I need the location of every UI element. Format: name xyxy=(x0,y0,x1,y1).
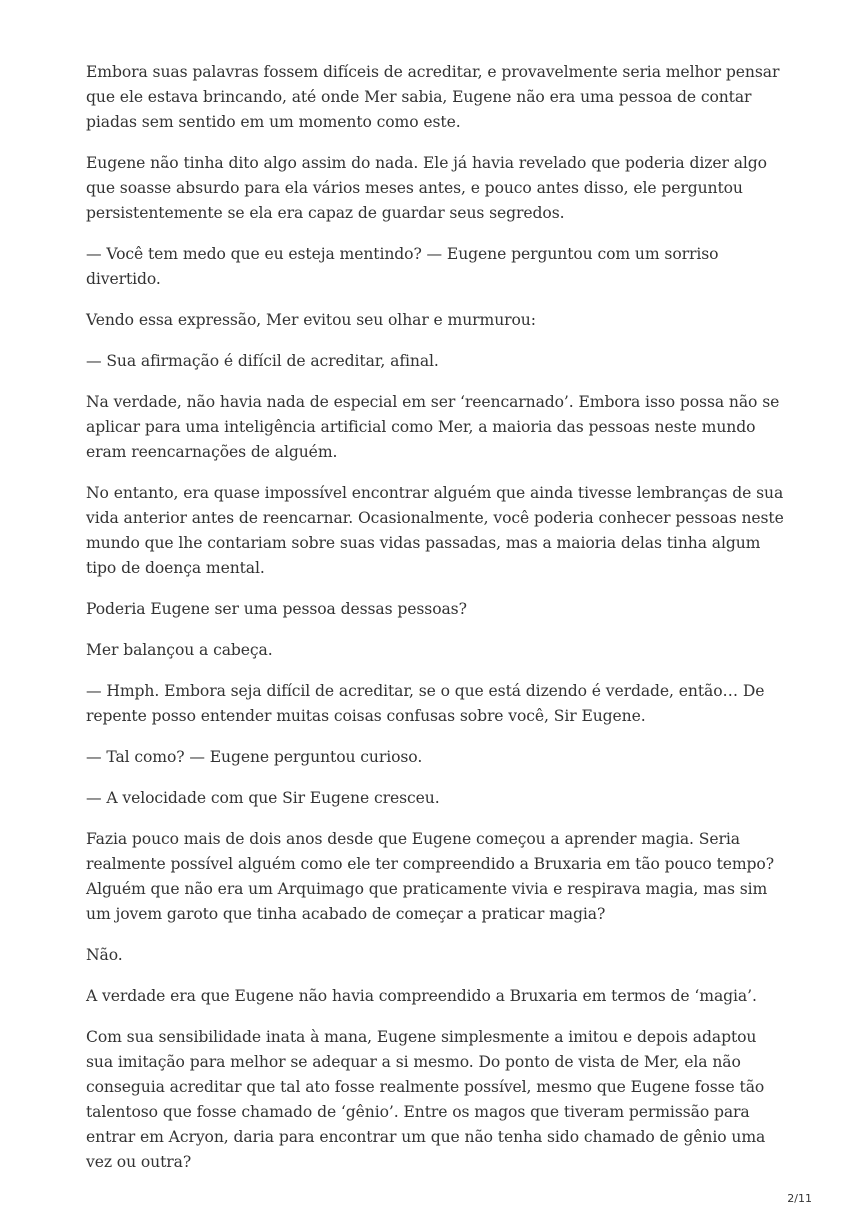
paragraph-3: — Você tem medo que eu esteja mentindo? — Eugene perguntou com um sorriso divertido. xyxy=(86,245,719,288)
paragraph-9: Mer balançou a cabeça. xyxy=(86,641,273,659)
paragraph-8: Poderia Eugene ser uma pessoa dessas pessoas? xyxy=(86,600,467,618)
paragraph-5: — Sua afirmação é difícil de acreditar, afinal. xyxy=(86,352,439,370)
paragraph-2: Eugene não tinha dito algo assim do nada. Ele já havia revelado que poderia dizer algo que soasse absurdo para ela vários meses antes, e pouco antes disso, ele perguntou persistentemente se ela era capaz de guardar seus segredos. xyxy=(86,154,767,222)
paragraph-12: — A velocidade com que Sir Eugene cresceu. xyxy=(86,789,440,807)
page-number: 2/11 xyxy=(787,1192,812,1205)
paragraph-13: Fazia pouco mais de dois anos desde que Eugene começou a aprender magia. Seria realmente possível alguém como ele ter compreendido a Bruxaria em tão pouco tempo? Alguém que não era um Arquimago que praticamente vivia e respirava magia, mas sim um jovem garoto que tinha acabado de começar a praticar magia? xyxy=(86,830,774,923)
paragraph-1: Embora suas palavras fossem difíceis de acreditar, e provavelmente seria melhor pensar que ele estava brincando, até onde Mer sabia, Eugene não era uma pessoa de contar piadas sem sentido em um momento como este. xyxy=(86,63,780,131)
document-body xyxy=(86,60,786,1191)
paragraph-6: Na verdade, não havia nada de especial em ser ‘reencarnado’. Embora isso possa não se aplicar para uma inteligência artificial como Mer, a maioria das pessoas neste mundo eram reencarnações de alguém. xyxy=(86,393,780,461)
paragraph-11: — Tal como? — Eugene perguntou curioso. xyxy=(86,748,423,766)
paragraph-4: Vendo essa expressão, Mer evitou seu olhar e murmurou: xyxy=(86,311,536,329)
paragraph-16: Com sua sensibilidade inata à mana, Eugene simplesmente a imitou e depois adaptou sua imitação para melhor se adequar a si mesmo. Do ponto de vista de Mer, ela não conseguia acreditar que tal ato fosse realmente possível, mesmo que Eugene fosse tão talentoso que fosse chamado de ‘gênio’. Entre os magos que tiveram permissão para entrar em Acryon, daria para encontrar um que não tenha sido chamado de gênio uma vez ou outra? xyxy=(86,1028,766,1171)
paragraph-10: — Hmph. Embora seja difícil de acreditar, se o que está dizendo é verdade, então… De repente posso entender muitas coisas confusas sobre você, Sir Eugene. xyxy=(86,682,765,725)
paragraph-15: A verdade era que Eugene não havia compreendido a Bruxaria em termos de ‘magia’. xyxy=(86,987,757,1005)
paragraph-14: Não. xyxy=(86,946,123,964)
paragraph-7: No entanto, era quase impossível encontrar alguém que ainda tivesse lembranças de sua vida anterior antes de reencarnar. Ocasionalmente, você poderia conhecer pessoas neste mundo que lhe contariam sobre suas vidas passadas, mas a maioria delas tinha algum tipo de doença mental. xyxy=(86,484,784,577)
